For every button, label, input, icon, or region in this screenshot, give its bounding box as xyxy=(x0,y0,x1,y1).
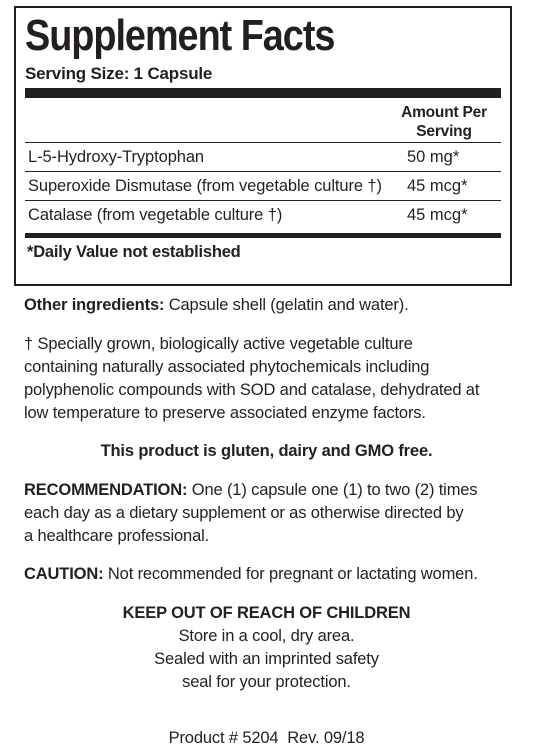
recommendation-label: RECOMMENDATION: xyxy=(24,481,188,499)
ingredient-name: L-5-Hydroxy-Tryptophan xyxy=(28,148,205,166)
ingredient-row xyxy=(25,143,501,171)
amount-header-line2: Serving xyxy=(416,123,472,140)
ingredient-row xyxy=(25,201,501,229)
allergen-free-statement: This product is gluten, dairy and GMO free. xyxy=(100,442,433,460)
other-ingredients-text: Capsule shell (gelatin and water). xyxy=(164,296,409,314)
recommendation xyxy=(24,479,514,548)
culture-note-line: † Specially grown, biologically active vegetable culture xyxy=(24,335,413,353)
panel-title: Supplement Facts xyxy=(25,11,335,60)
recommendation-line: each day as a dietary supplement or as otherwise directed by xyxy=(24,504,464,522)
supplement-facts-panel xyxy=(14,6,512,286)
storage-block xyxy=(0,602,533,694)
keep-out-of-reach-heading: KEEP OUT OF REACH OF CHILDREN xyxy=(122,604,411,622)
culture-note-line: polyphenolic compounds with SOD and catalase, dehydrated at xyxy=(24,381,480,399)
ingredient-row xyxy=(25,172,501,200)
caution-label: CAUTION: xyxy=(24,565,104,583)
storage-line: Sealed with an imprinted safety xyxy=(154,650,379,668)
ingredient-name: Catalase (from vegetable culture †) xyxy=(28,206,283,224)
other-ingredients xyxy=(24,294,514,317)
serving-size: Serving Size: 1 Capsule xyxy=(25,64,213,83)
amount-header-line1: Amount Per xyxy=(401,104,487,121)
caution xyxy=(24,563,514,586)
recommendation-line: a healthcare professional. xyxy=(24,527,210,545)
other-ingredients-label: Other ingredients: xyxy=(24,296,165,314)
culture-note-line: containing naturally associated phytochemicals including xyxy=(24,358,430,376)
daily-value-note: *Daily Value not established xyxy=(27,243,241,261)
ingredient-amount: 50 mg* xyxy=(407,148,460,166)
caution-text: Not recommended for pregnant or lactating women. xyxy=(103,565,478,583)
ingredient-amount: 45 mcg* xyxy=(407,206,468,224)
recommendation-text: One (1) capsule one (1) to two (2) times xyxy=(187,481,478,499)
storage-line: Store in a cool, dry area. xyxy=(178,627,355,645)
thick-divider-top xyxy=(25,88,501,98)
culture-note xyxy=(24,333,514,425)
culture-note-line: low temperature to preserve associated enzyme factors. xyxy=(24,404,426,422)
ingredient-amount: 45 mcg* xyxy=(407,177,468,195)
amount-header-label xyxy=(389,103,499,141)
storage-line: seal for your protection. xyxy=(182,673,351,691)
amount-per-serving-header xyxy=(25,98,501,142)
product-number-footer: Product # 5204 Rev. 09/18 xyxy=(168,729,365,747)
ingredient-name: Superoxide Dismutase (from vegetable culture †) xyxy=(28,177,382,195)
